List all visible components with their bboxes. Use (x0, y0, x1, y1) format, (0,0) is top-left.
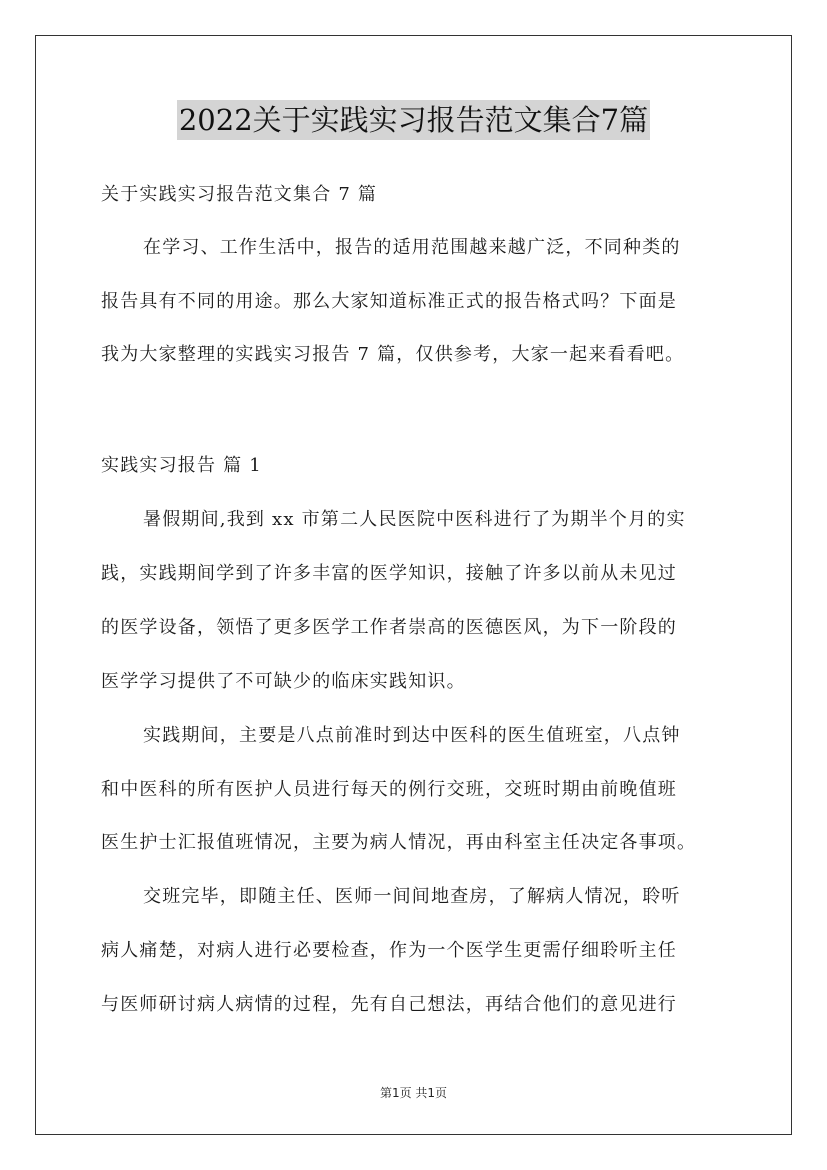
paragraph2-line-1: 实践期间，主要是八点前准时到达中医科的医生值班室，八点钟 (143, 725, 681, 746)
paragraph1-line-1: 暑假期间,我到 xx 市第二人民医院中医科进行了为期半个月的实 (143, 509, 686, 530)
paragraph2-line-2: 和中医科的所有医护人员进行每天的例行交班，交班时期由前晚值班 (101, 779, 677, 800)
paragraph1-line-3: 的医学设备，领悟了更多医学工作者崇高的医德医风，为下一阶段的 (101, 617, 677, 638)
document-title: 2022关于实践实习报告范文集合7篇 (177, 100, 650, 140)
paragraph3-line-2: 病人痛楚，对病人进行必要检查，作为一个医学生更需仔细聆听主任 (101, 940, 677, 961)
paragraph1-line-2: 践，实践期间学到了许多丰富的医学知识，接触了许多以前从未见过 (101, 563, 677, 584)
subtitle: 关于实践实习报告范文集合 7 篇 (101, 184, 378, 205)
page-footer (0, 1084, 827, 1101)
section-heading: 实践实习报告 篇 1 (101, 455, 262, 476)
paragraph3-line-3: 与医师研讨病人病情的过程，先有自己想法，再结合他们的意见进行 (101, 994, 677, 1015)
intro-line-2: 报告具有不同的用途。那么大家知道标准正式的报告格式吗？下面是 (101, 291, 677, 312)
intro-line-1: 在学习、工作生活中，报告的适用范围越来越广泛，不同种类的 (143, 237, 681, 258)
intro-line-3: 我为大家整理的实践实习报告 7 篇，仅供参考，大家一起来看看吧。 (101, 344, 685, 365)
paragraph3-line-1: 交班完毕，即随主任、医师一间间地查房，了解病人情况，聆听 (143, 886, 681, 907)
title-container (0, 100, 827, 140)
page-number: 第1页 共1页 (379, 1086, 448, 1100)
paragraph2-line-3: 医生护士汇报值班情况，主要为病人情况，再由科室主任决定各事项。 (101, 832, 697, 853)
paragraph1-line-4: 医学学习提供了不可缺少的临床实践知识。 (101, 671, 466, 692)
